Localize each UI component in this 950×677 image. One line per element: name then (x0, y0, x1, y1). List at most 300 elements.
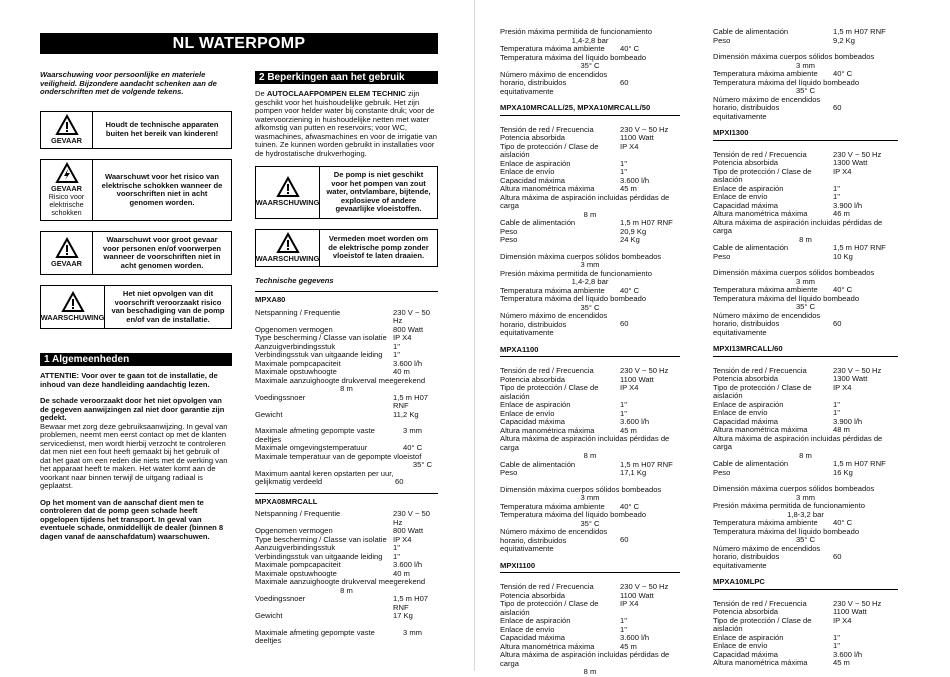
spec-row (713, 545, 898, 571)
spec-value: 3 mm (796, 492, 815, 502)
spec-value: 16 Kg (833, 467, 853, 477)
spec-label: Número máximo de encendidos horario, distribuidos equitativamente (500, 527, 608, 553)
spec-value: IP X4 (833, 166, 852, 176)
spec-value: 3.900 l/h (833, 416, 863, 426)
spec-value: 230 V ~ 50 Hz (833, 149, 882, 159)
spec-value: 3.600 l/h (393, 560, 423, 570)
spec-row (255, 394, 438, 411)
spec-row (500, 236, 680, 245)
spec-value: 1" (620, 624, 627, 634)
spec-label: Capacidad máxima (500, 633, 565, 642)
spec-label: Verbindingsstuk van uitgaande leiding (255, 551, 383, 561)
spec-label: Maximale temperatuur van de gepompte vloeistof (255, 451, 422, 461)
warning-label: WAARSCHUWING (255, 253, 320, 263)
spec-label: Maximale opstuwhoogte (255, 568, 337, 578)
spec-label: Capacidad máxima (713, 200, 778, 210)
spec-row (713, 460, 898, 469)
spec-value: IP X4 (393, 534, 412, 544)
spec-value: IP X4 (833, 382, 852, 392)
exclamation-triangle-icon (56, 238, 78, 258)
paragraph: De schade veroorzaakt door het niet opvolgen van de gegeven aanwijzingen zal niet door garantie zijn gedekt. (40, 396, 225, 423)
warning-box-saltwater (255, 166, 438, 219)
spec-value: 1100 Watt (620, 374, 654, 384)
spec-label: Maximale aanzuighoogte drukverval meegerekend (255, 577, 426, 587)
spec-value: 3.900 l/h (833, 200, 863, 210)
spec-value: 60 (620, 535, 629, 544)
spec-value: 1300 Watt (833, 158, 868, 167)
spec-value: 3 mm (580, 260, 600, 269)
model-heading: MPXA10MLPC (713, 578, 898, 590)
spec-value: 800 Watt (393, 526, 424, 536)
spec-value: 45 m (833, 658, 850, 667)
spec-value: 1" (833, 632, 840, 642)
spec-value: 35° C (795, 535, 816, 544)
spec-label: Temperatura máxima del líquido bombeado (500, 510, 647, 519)
spec-row (500, 228, 680, 237)
spec-label: Maximale aanzuighoogte drukverval meegerekend (255, 375, 426, 385)
spec-value: 1" (393, 341, 400, 351)
spec-row (500, 469, 680, 478)
spec-value: 3 mm (403, 426, 422, 436)
warning-box-dryrun (255, 229, 438, 267)
spec-value: 1" (620, 400, 627, 409)
spec-value: 11,2 Kg (393, 409, 419, 419)
spec-label: Tipo de protección / Clase de aislación (713, 615, 812, 633)
spec-value: 1300 Watt (833, 374, 868, 383)
spec-label: Enlace de envío (500, 167, 555, 176)
spec-row (500, 600, 680, 617)
spec-value: 230 V ~ 50 Hz (620, 366, 669, 375)
warning-text: Houdt de technische apparaten buiten het bereik van kinderen! (105, 120, 219, 138)
spec-value: 3 mm (796, 60, 815, 70)
spec-row (255, 612, 438, 621)
spec-value: 3 mm (580, 493, 600, 502)
spec-label: Peso (500, 468, 518, 477)
exclamation-triangle-icon (62, 292, 84, 312)
spec-value: 40° C (403, 443, 423, 453)
spec-label: Enlace de aspiración (500, 158, 571, 168)
exclamation-triangle-icon (277, 233, 299, 253)
lightning-triangle-icon (56, 163, 78, 183)
spec-label: Altura manométrica máxima (713, 425, 808, 434)
spec-label: Dimensión máxima cuerpos sólidos bombeados (500, 251, 662, 261)
spec-value: 35° C (580, 518, 600, 528)
warning-box-3 (40, 231, 232, 275)
spec-value: 3.600 l/h (620, 633, 650, 642)
spec-value: 35° C (412, 460, 432, 470)
warning-text: Waarschuwt voor groot gevaar voor personen en/of voorwerpen wanneer de voorschriften niet in acht genomen worden. (102, 235, 222, 270)
spec-label: Maximale pompcapaciteit (255, 560, 341, 570)
spec-value: 46 m (833, 209, 850, 218)
spec-value: 230 V ~ 50 Hz (620, 124, 669, 134)
spec-rows (255, 309, 438, 377)
spec-label: Cable de alimentación (713, 459, 789, 468)
left-page (0, 0, 475, 671)
spec-value: 3.600 l/h (393, 358, 423, 368)
spec-row (713, 37, 898, 46)
spec-value: 1" (620, 167, 627, 176)
spec-label: Temperatura máxima del líquido bombeado (500, 294, 647, 303)
spec-value: 40 m (393, 568, 410, 578)
spec-value: 40° C (833, 518, 853, 527)
spec-label: Opgenomen vermogen (255, 324, 333, 334)
spec-value: 1,4-2,8 bar (571, 35, 609, 45)
spec-value: 45 m (620, 184, 637, 193)
model-heading: MPXA1100 (500, 346, 680, 358)
left-column (40, 71, 232, 549)
spec-label: Cable de alimentación (713, 243, 789, 252)
spec-row (255, 411, 438, 420)
spec-label: Número máximo de encendidos horario, distribuidos equitativamente (500, 311, 608, 337)
spec-value: 1" (393, 350, 400, 360)
spec-label: Enlace de envío (713, 408, 768, 417)
spec-label: Altura manométrica máxima (500, 184, 595, 193)
spec-rows (255, 510, 438, 578)
spec-block (713, 345, 898, 570)
exclamation-triangle-icon (56, 115, 78, 135)
spec-value: 60 (620, 319, 629, 328)
spec-value: 8 m (340, 585, 353, 595)
spec-label: Maximale afmeting gepompte vaste deeltjes (255, 426, 375, 444)
section-heading: 2 Beperkingen aan het gebruik (255, 71, 438, 84)
spec-label: Potencia absorbida (500, 374, 566, 384)
spec-row (500, 461, 680, 470)
spec-label: Temperatura máxima del líquido bombeado (713, 526, 860, 536)
spec-value: 8 m (340, 384, 353, 394)
spec-label: Cable de alimentación (713, 27, 789, 36)
spec-value: 24 Kg (620, 235, 640, 244)
spec-row: Número máximo de encendidos horario, distribuidos equitativamente 60 (500, 69, 629, 96)
spec-label: Temperatura máxima del líquido bombeado (500, 52, 647, 62)
spec-label: Tensión de red / Frecuencia (500, 582, 594, 591)
spec-label: Altura manométrica máxima (713, 658, 808, 667)
spec-label: Capacidad máxima (713, 416, 778, 426)
spec-label: Peso (713, 251, 731, 261)
spec-rows (255, 427, 438, 453)
spec-value: 1100 Watt (620, 133, 654, 142)
spec-label: Capacidad máxima (500, 175, 565, 185)
spec-value: 35° C (795, 86, 816, 95)
spec-value: 1" (833, 408, 840, 417)
spec-row (500, 528, 680, 554)
spec-row: Maximale afmeting gepompte vaste deeltjes 3 mm (255, 627, 422, 646)
spec-label: Cable de alimentación (500, 218, 576, 227)
middle-column (255, 71, 438, 646)
spec-label: Potencia absorbida (713, 158, 779, 167)
spec-row (255, 427, 438, 444)
section-heading: 1 Algemeenheden (40, 353, 232, 366)
spec-row: Temperatura máxima ambiente 40° C (713, 69, 853, 78)
spec-blocks (500, 104, 680, 677)
spec-label: Capacidad máxima (713, 649, 778, 659)
spec-label: Presión máxima permitida de funcionamiento (500, 268, 652, 278)
spec-value: 1,5 m H07 RNF (620, 459, 673, 469)
spec-value: 1,4-2,8 bar (571, 277, 609, 286)
spec-row (500, 312, 680, 338)
spec-label: Peso (500, 235, 518, 244)
spec-label: Dimensión máxima cuerpos sólidos bombeados (713, 268, 875, 277)
spec-label: Peso (713, 467, 731, 477)
spec-row: Número máximo de encendidos horario, distribuidos equitativamente 60 (713, 94, 842, 121)
spec-value: 8 m (583, 667, 597, 676)
spec-value: 20,9 Kg (620, 226, 647, 236)
spec-value: 3 mm (796, 276, 815, 286)
spec-block (500, 562, 680, 677)
spec-value: 45 m (620, 425, 637, 435)
spec-value: 800 Watt (393, 324, 424, 334)
spec-label: Temperatura máxima del líquido bombeado (713, 77, 860, 87)
spec-value: 1" (620, 408, 627, 418)
spec-value: 60 (833, 551, 842, 561)
model-heading: MPXA08MRCALL (255, 493, 438, 507)
spec-label: Netspanning / Frequentie (255, 509, 341, 519)
spec-value: 1" (393, 543, 400, 553)
spec-label: Presión máxima permitida de funcionamiento (500, 27, 652, 36)
spec-value: IP X4 (833, 615, 852, 625)
spec-value: IP X4 (620, 141, 639, 151)
spec-block-mpxa08 (255, 493, 438, 646)
spec-label: Enlace de aspiración (713, 183, 784, 193)
warning-label: WAARSCHUWING (255, 198, 320, 208)
model-heading: MPXI1100 (500, 562, 680, 574)
spec-label: Peso (713, 35, 731, 45)
paragraph: De AUTOCLAAFPOMPEN ELEM TECHNIC zijn geschikt voor het huishoudelijke gebruik. Het zijn pompen voor helder water bij constante druk; voor de watervoorziening in huishoudelijke netten met water afkomstig van putten en reservoirs; voor WC, wasmachines, afwasmachines en voor de irrigatie van tuinen. Ze kunnen worden gebruikt in installaties voor de hydrostatische drukverhoging. (255, 89, 437, 158)
model-heading: MPXA80 (255, 291, 438, 305)
spec-label: Aanzuigverbindingsstuk (255, 543, 336, 553)
spec-label: Enlace de envío (500, 624, 555, 634)
spec-row (713, 312, 898, 338)
spec-label: Tipo de protección / Clase de aislación (500, 383, 599, 401)
spec-rows (713, 28, 898, 45)
warning-label: GEVAAR (50, 135, 83, 145)
spec-label: Verbindingsstuk van uitgaande leiding (255, 350, 383, 360)
spec-row (500, 143, 680, 160)
spec-label: Maximale opstuwhoogte (255, 367, 337, 377)
spec-label: Tensión de red / Frecuencia (500, 366, 594, 375)
spec-row (713, 28, 898, 37)
spec-block (500, 104, 680, 338)
spec-blocks (713, 129, 898, 668)
spec-label: Tensión de red / Frecuencia (500, 124, 594, 134)
spec-label: Type bescherming / Classe van isolatie (255, 333, 387, 343)
spec-row (713, 617, 898, 634)
spec-row (713, 253, 898, 262)
spec-value: 230 V ~ 50 Hz (833, 365, 882, 375)
spec-label: Voedingssnoer (255, 594, 306, 604)
spec-value: 1" (833, 399, 840, 409)
spec-value: 8 m (583, 451, 597, 460)
spec-label: Gewicht (255, 611, 283, 621)
spec-label: Maximale omgevingstemperatuur (255, 443, 368, 453)
spec-value: 1" (620, 158, 627, 168)
spec-value: IP X4 (393, 333, 412, 343)
spec-label: Enlace de envío (713, 641, 768, 650)
warning-box-2 (40, 159, 232, 221)
spec-value: 17 Kg (393, 611, 413, 621)
spec-block (713, 578, 898, 668)
spec-row (713, 659, 898, 668)
spec-label: Temperatura máxima ambiente (713, 518, 818, 527)
warning-label: WAARSCHUWING (40, 313, 105, 323)
spec-value: 40° C (620, 501, 640, 511)
spec-label: Dimensión máxima cuerpos sólidos bombeados (713, 52, 875, 61)
spec-value: 3.600 l/h (620, 417, 650, 426)
spec-value: 1" (833, 183, 840, 193)
warning-box-4 (40, 285, 232, 329)
spec-label: Altura manométrica máxima (713, 209, 808, 218)
spec-value: 35° C (580, 302, 600, 312)
spec-label: Potencia absorbida (500, 133, 566, 142)
spec-label: Voedingssnoer (255, 392, 306, 402)
spec-value: IP X4 (620, 599, 639, 608)
spec-value: 1" (393, 551, 400, 561)
spec-label: Presión máxima permitida de funcionamiento (713, 501, 865, 510)
spec-value: 230 V ~ 50 Hz (393, 509, 430, 527)
spec-value: 1,5 m H07 RNF (393, 392, 429, 411)
spec-label: Cable de alimentación (500, 459, 576, 469)
spec-block-mpxa80 (255, 291, 438, 487)
spec-value: 8 m (799, 450, 812, 460)
spec-row (713, 469, 898, 478)
spec-label: Maximale pompcapaciteit (255, 358, 341, 368)
spec-label: Opgenomen vermogen (255, 526, 333, 536)
spec-label: Type bescherming / Classe van isolatie (255, 534, 387, 544)
paragraph: ATTENTIE: Voor over te gaan tot de installatie, de inhoud van deze handleiding aandachtig lezen. (40, 371, 218, 389)
spec-rows (255, 595, 438, 621)
spec-label: Tensión de red / Frecuencia (713, 598, 807, 608)
right-column-2 (713, 28, 898, 668)
spec-block (713, 129, 898, 337)
spec-label: Altura manométrica máxima (500, 641, 595, 651)
warning-text: Het niet opvolgen van dit voorschrift veroorzaakt risico van beschadiging van de pomp en/of van de installatie. (111, 289, 225, 324)
spec-value: 40° C (620, 285, 640, 295)
spec-label: Dimensión máxima cuerpos sólidos bombeados (500, 484, 662, 494)
spec-value: 40 m (393, 367, 410, 377)
warning-text: De pomp is niet geschikt voor het pompen van zout water, ontvlambare, bijtende, explosieve of andere gevaarlijke vloeistoffen. (326, 170, 431, 214)
spec-label: Tipo de protección / Clase de aislación (713, 166, 812, 184)
spec-value: 40° C (833, 285, 853, 294)
spec-value: 1,5 m H07 RNF (620, 218, 673, 227)
spec-label: Enlace de envío (713, 192, 768, 201)
spec-value: IP X4 (620, 383, 639, 392)
spec-label: Altura máxima de aspiración incluidas pérdidas de carga (500, 650, 670, 668)
spec-value: 1,8-3,2 bar (787, 509, 824, 519)
spec-label: Temperatura máxima ambiente (500, 285, 605, 295)
spec-label: Enlace de aspiración (713, 399, 784, 409)
spec-label: Temperatura máxima ambiente (500, 501, 605, 511)
spec-value: 1100 Watt (620, 590, 654, 600)
spec-label: Tensión de red / Frecuencia (713, 365, 807, 375)
spec-value: 60 (833, 318, 842, 328)
spec-label: Tensión de red / Frecuencia (713, 149, 807, 159)
spec-value: 1" (620, 616, 627, 625)
spec-value: 35° C (580, 61, 600, 70)
spec-value: 45 m (620, 641, 637, 651)
spec-label: Enlace de aspiración (500, 616, 571, 625)
spec-label: Gewicht (255, 409, 283, 419)
page-title: NL WATERPOMP (40, 33, 438, 54)
spec-value: 1100 Watt (833, 607, 867, 616)
spec-row: Maximum aantal keren opstarten per uur, gelijkmatig verdeeld 60 (255, 468, 404, 487)
spec-label: Peso (500, 226, 518, 236)
model-heading: MPXA10MRCALL/25, MPXA10MRCALL/50 (500, 104, 680, 116)
spec-label: Tipo de protección / Clase de aislación (713, 382, 812, 400)
exclamation-triangle-icon (277, 177, 299, 197)
spec-value: 230 V ~ 50 Hz (833, 598, 882, 608)
spec-row (500, 384, 680, 401)
spec-value: 1,5 m H07 RNF (833, 459, 886, 468)
spec-label: Altura máxima de aspiración incluidas pérdidas de carga (500, 434, 670, 452)
warning-label: GEVAAR (50, 259, 83, 269)
spec-value: 17,1 Kg (620, 468, 647, 477)
spec-row (255, 595, 438, 612)
spec-label: Número máximo de encendidos horario, distribuidos equitativamente (713, 310, 821, 337)
spec-row (255, 510, 438, 527)
spec-value: 10 Kg (833, 251, 853, 261)
spec-value: 40° C (620, 44, 640, 53)
spec-label: Enlace de aspiración (500, 400, 571, 409)
spec-label: Netspanning / Frequentie (255, 307, 341, 317)
spec-value: 35° C (795, 302, 816, 311)
spec-label: Capacidad máxima (500, 417, 565, 426)
spec-rows (255, 394, 438, 420)
specs-title: Technische gegevens (255, 275, 334, 285)
spec-value: 3.600 l/h (620, 175, 650, 185)
spec-label: Número máximo de encendidos horario, distribuidos equitativamente (713, 543, 821, 570)
spec-label: Altura máxima de aspiración incluidas pérdidas de carga (713, 217, 883, 235)
spec-row (713, 168, 898, 185)
warning-label: GEVAAR (50, 183, 83, 193)
spec-label: Temperatura máxima ambiente (500, 44, 605, 53)
spec-row (255, 309, 438, 326)
spec-label: Aanzuigverbindingsstuk (255, 341, 336, 351)
spec-label: Potencia absorbida (500, 590, 566, 600)
spec-value: 230 V ~ 50 Hz (393, 307, 430, 326)
spec-label: Altura manométrica máxima (500, 425, 595, 435)
spec-value: 8 m (583, 209, 597, 219)
spec-value: 1,5 m H07 RNF (833, 243, 886, 252)
spec-block (500, 346, 680, 554)
spec-value: 48 m (833, 425, 850, 434)
spec-label: Temperatura máxima ambiente (713, 285, 818, 294)
paragraph: Bewaar met zorg deze gebruiksaanwijzing. In geval van problemen, neemt men eerst contact op met de klanten servicedienst, men wordt hierbij verzocht te controleren dat men niet een fout heeft gemaakt bij het gebruik of dat het gaat om een reden die niets met de werking van het apparaat heeft te maken. Het water komt aan de voorkant naar binnen terwijl de uitgang radiaal is geplaatst. (40, 421, 228, 491)
warning-box-1 (40, 111, 232, 149)
spec-label: Dimensión máxima cuerpos sólidos bombeados (713, 484, 875, 493)
spec-value: 1" (833, 192, 840, 201)
spec-value: 9,2 Kg (833, 35, 855, 45)
spec-label: Temperatura máxima del líquido bombeado (713, 293, 860, 303)
spec-value: 1,5 m H07 RNF (393, 594, 429, 612)
spec-value: 1,5 m H07 RNF (833, 27, 886, 36)
spec-label: Enlace de envío (500, 408, 555, 418)
right-column-1 (500, 28, 680, 677)
model-heading: MPXI1300 (713, 129, 898, 141)
spec-value: 1" (833, 641, 840, 650)
paragraph: Op het moment van de aanschaf dient men te controleren dat de pomp geen schade heeft opgelopen tijdens het transport. In geval van eventuele schade, onmiddellijk de dealer (binnen 8 dagen vanaf de aanschafdatum) waarschuwen. (40, 497, 224, 541)
intro-text: Waarschuwing voor persoonlijke en materiele veiligheid. Bijzondere aandacht schenken aan de onderschriften met de volgende tekens. (40, 70, 217, 96)
spec-value: 230 V ~ 50 Hz (620, 582, 669, 591)
spec-label: Potencia absorbida (713, 607, 779, 616)
spec-label: Potencia absorbida (713, 374, 779, 383)
spec-label: Altura máxima de aspiración incluidas pérdidas de carga (713, 433, 883, 451)
model-heading: MPXI13MRCALL/60 (713, 345, 898, 357)
spec-label: Tipo de protección / Clase de aislación (500, 599, 599, 617)
spec-label: Altura máxima de aspiración incluidas pérdidas de carga (500, 192, 670, 210)
spec-row (713, 384, 898, 401)
spec-value: 8 m (799, 234, 812, 244)
spec-label: Enlace de aspiración (713, 632, 784, 642)
warning-sublabel: Risico voor elektrische schokken (48, 192, 85, 218)
